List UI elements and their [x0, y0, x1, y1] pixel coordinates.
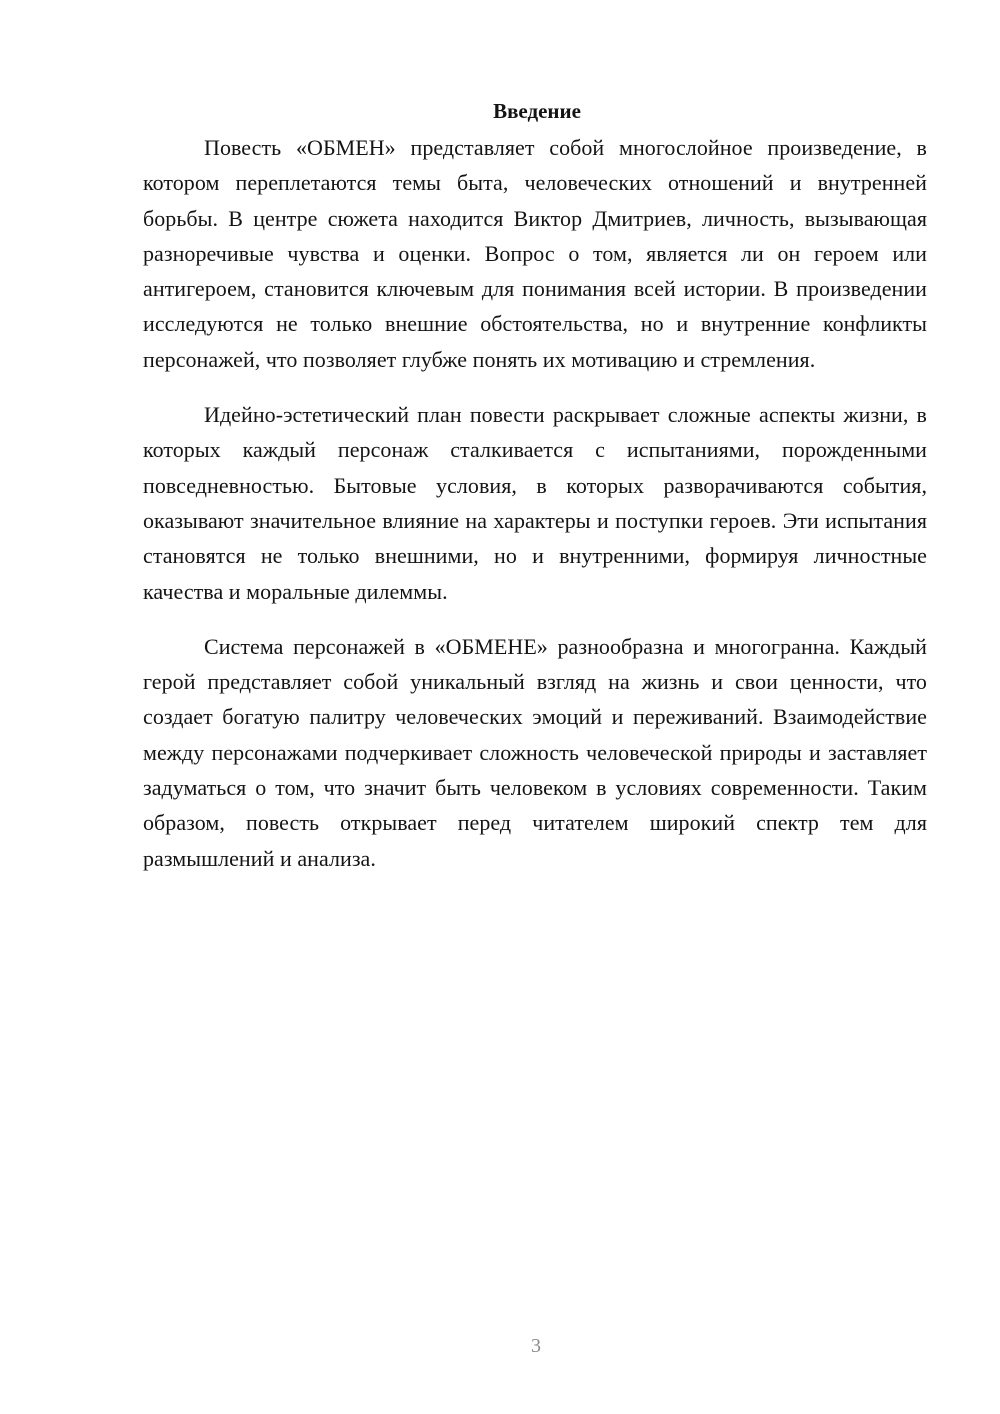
paragraph-3: Система персонажей в «ОБМЕНЕ» разнообразна и многогранна. Каждый герой представляет собой уникальный взгляд на жизнь и свои ценности, что создает богатую палитру человеческих эмоций и переживаний. Взаимодействие между персонажами подчеркивает сложность человеческой природы и заставляет задуматься о том, что значит быть человеком в условиях современности. Таким образом, повесть открывает перед читателем широкий спектр тем для размышлений и анализа. — [143, 633, 927, 871]
page-number: 3 — [531, 1335, 541, 1357]
section-title: Введение — [493, 99, 581, 123]
page-body — [143, 96, 927, 896]
paragraph-1: Повесть «ОБМЕН» представляет собой многослойное произведение, в котором переплетаются темы быта, человеческих отношений и внутренней борьбы. В центре сюжета находится Виктор Дмитриев, личность, вызывающая разноречивые чувства и оценки. Вопрос о том, является ли он героем или антигероем, становится ключевым для понимания всей истории. В произведении исследуются не только внешние обстоятельства, но и внутренние конфликты персонажей, что позволяет глубже понять их мотивацию и стремления. — [143, 135, 927, 372]
paragraph-2: Идейно-эстетический план повести раскрывает сложные аспекты жизни, в которых каждый персонаж сталкивается с испытаниями, порожденными повседневностью. Бытовые условия, в которых разворачиваются события, оказывают значительное влияние на характеры и поступки героев. Эти испытания становятся не только внешними, но и внутренними, формируя личностные качества и моральные дилеммы. — [143, 402, 927, 604]
